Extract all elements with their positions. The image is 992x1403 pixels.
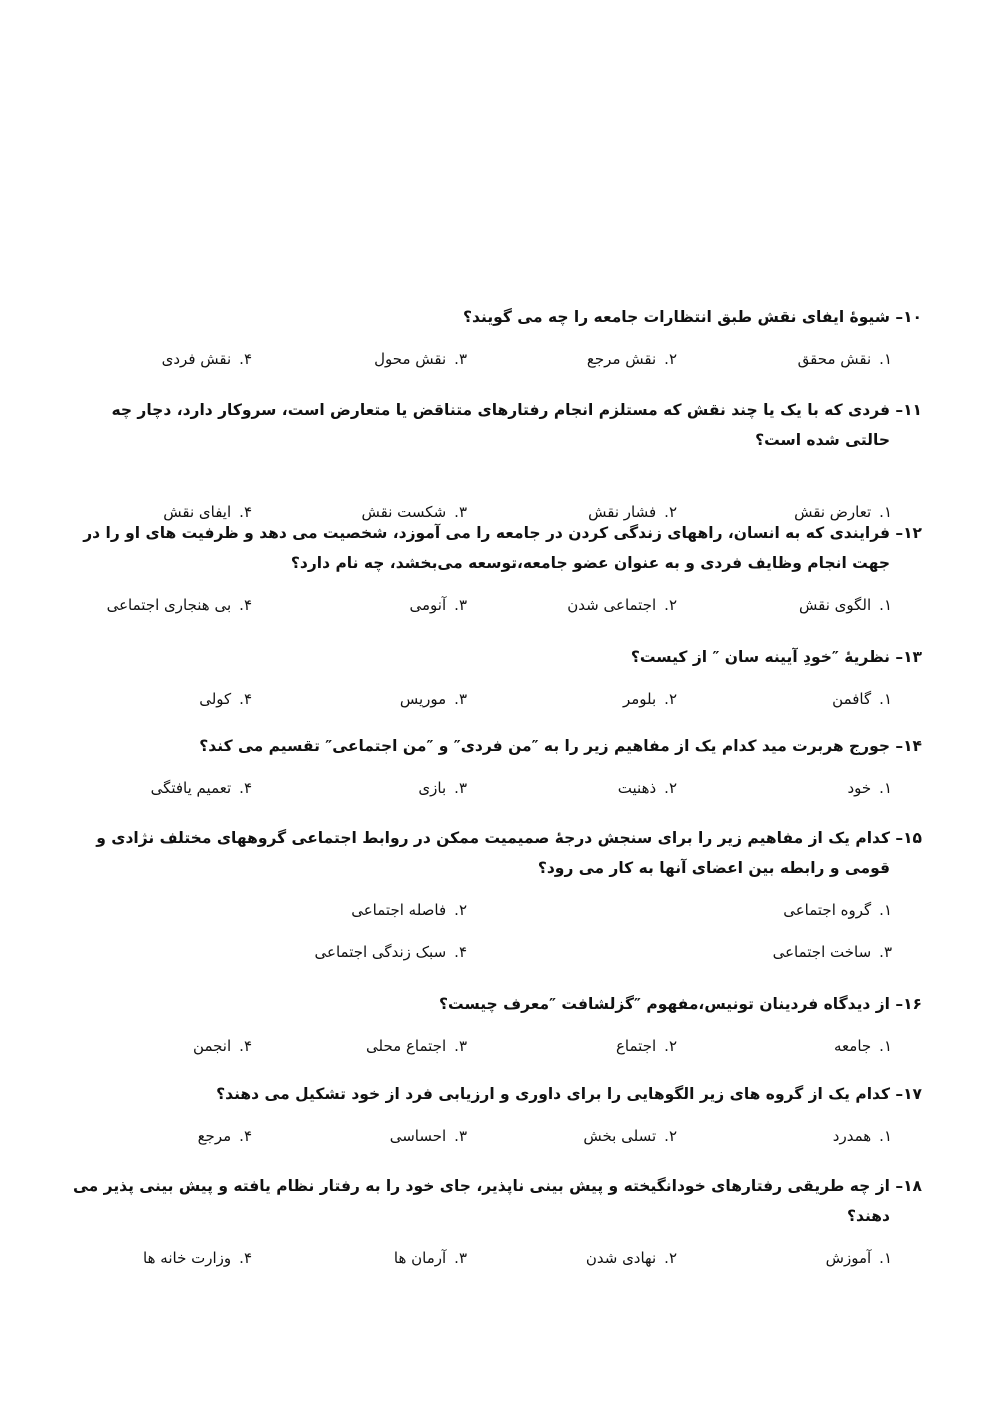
option-4[interactable]: ۴.نقش فردی — [161, 350, 252, 368]
option-3[interactable]: ۳.بازی — [418, 779, 467, 797]
option-4[interactable]: ۴.ایفای نقش — [163, 503, 252, 521]
question-15 — [66, 823, 922, 967]
question-text: از چه طریقی رفتارهای خودانگیخته و پیش بینی ناپذیر، جای خود را به رفتار نظام یافته و پیش بینی پذیر می دهند؟ — [73, 1177, 890, 1225]
question-17 — [66, 1079, 922, 1151]
options — [66, 684, 922, 714]
question-text: کدام یک از گروه های زیر الگوهایی را برای داوری و ارزیابی فرد از خود تشکیل می دهند؟ — [216, 1085, 890, 1103]
option-1[interactable]: ۱.نقش محقق — [797, 350, 892, 368]
question-number: ۱۷– — [895, 1085, 922, 1103]
options-row-1 — [66, 895, 922, 925]
option-1[interactable]: ۱.الگوی نقش — [798, 596, 892, 614]
options — [66, 344, 922, 374]
question-text: فرایندی که به انسان، راههای زندگی کردن در جامعه را می آموزد، شخصیت می دهد و ظرفیت های او را در جهت انجام وظایف فردی و به عنوان عضو جامعه،توسعه می‌بخشد، چه نام دارد؟ — [83, 524, 890, 572]
option-2[interactable]: ۲.نقش مرجع — [586, 350, 677, 368]
question-16 — [66, 989, 922, 1061]
options — [66, 590, 922, 620]
question-text: شیوهٔ ایفای نقش طبق انتظارات جامعه را چه می گویند؟ — [463, 308, 890, 326]
question-number: ۱۱– — [895, 401, 922, 419]
option-1[interactable]: ۱.خود — [847, 779, 892, 797]
option-2[interactable]: ۲.بلومر — [622, 690, 677, 708]
question-number: ۱۲– — [895, 524, 922, 542]
option-2[interactable]: ۲.اجتماع — [615, 1037, 677, 1055]
option-3[interactable]: ۳.آرمان ها — [393, 1249, 467, 1267]
option-3[interactable]: ۳.شکست نقش — [361, 503, 467, 521]
question-number: ۱۴– — [895, 737, 922, 755]
option-3[interactable]: ۳.احساسی — [389, 1127, 467, 1145]
question-number: ۱۸– — [895, 1177, 922, 1195]
option-1[interactable]: ۱.گروه اجتماعی — [783, 901, 892, 919]
question-number: ۱۵– — [895, 829, 922, 847]
option-3[interactable]: ۳.آنومی — [409, 596, 467, 614]
options — [66, 773, 922, 803]
option-1[interactable]: ۱.جامعه — [834, 1037, 892, 1055]
option-4[interactable]: ۴.بی هنجاری اجتماعی — [106, 596, 252, 614]
options — [66, 1031, 922, 1061]
question-12 — [66, 518, 922, 620]
question-10 — [66, 302, 922, 374]
option-4[interactable]: ۴.تعمیم یافتگی — [150, 779, 252, 797]
option-3[interactable]: ۳.نقش محول — [374, 350, 467, 368]
option-2[interactable]: ۲.اجتماعی شدن — [567, 596, 677, 614]
question-13 — [66, 642, 922, 714]
question-text: نظریهٔ ″خودِ آیینه سان ″ از کیست؟ — [630, 648, 890, 666]
option-1[interactable]: ۱.آموزش — [825, 1249, 892, 1267]
question-text: فردی که با یک یا چند نقش که مستلزم انجام رفتارهای متناقض یا متعارض است، سروکار دارد، دچار چه حالتی شده است؟ — [111, 401, 890, 449]
option-1[interactable]: ۱.تعارض نقش — [794, 503, 892, 521]
option-2[interactable]: ۲.فشار نقش — [588, 503, 677, 521]
question-number: ۱۳– — [895, 648, 922, 666]
option-3[interactable]: ۳.موریس — [399, 690, 467, 708]
question-11 — [66, 395, 922, 527]
option-4[interactable]: ۴.مرجع — [197, 1127, 252, 1145]
question-number: ۱۰– — [895, 308, 922, 326]
question-text: جورج هربرت مید کدام یک از مفاهیم زیر را به ″من فردی″ و ″من اجتماعی″ تقسیم می کند؟ — [199, 737, 890, 755]
options-row-2 — [66, 937, 922, 967]
question-text: کدام یک از مفاهیم زیر را برای سنجش درجهٔ صمیمیت ممکن در روابط اجتماعی گروههای مختلف نژادی و قومی و رابطه بین اعضای آنها به کار می رود؟ — [96, 829, 890, 877]
option-3[interactable]: ۳.ساخت اجتماعی — [772, 943, 892, 961]
option-4[interactable]: ۴.انجمن — [193, 1037, 252, 1055]
options — [66, 1121, 922, 1151]
option-1[interactable]: ۱.گافمن — [832, 690, 892, 708]
question-text: از دیدگاه فردینان تونیس،مفهوم ″گزلشافت ″معرف چیست؟ — [439, 995, 890, 1013]
option-2[interactable]: ۲.ذهنیت — [617, 779, 677, 797]
option-3[interactable]: ۳.اجتماع محلی — [366, 1037, 467, 1055]
option-1[interactable]: ۱.همدرد — [832, 1127, 892, 1145]
question-14 — [66, 731, 922, 803]
option-2[interactable]: ۲.نهادی شدن — [585, 1249, 677, 1267]
options — [66, 1243, 922, 1273]
option-4[interactable]: ۴.وزارت خانه ها — [143, 1249, 252, 1267]
option-2[interactable]: ۲.تسلی بخش — [583, 1127, 677, 1145]
option-2[interactable]: ۲.فاصله اجتماعی — [351, 901, 467, 919]
option-4[interactable]: ۴.کولی — [199, 690, 252, 708]
question-number: ۱۶– — [895, 995, 922, 1013]
question-18 — [66, 1171, 922, 1273]
option-4[interactable]: ۴.سبک زندگی اجتماعی — [314, 943, 467, 961]
